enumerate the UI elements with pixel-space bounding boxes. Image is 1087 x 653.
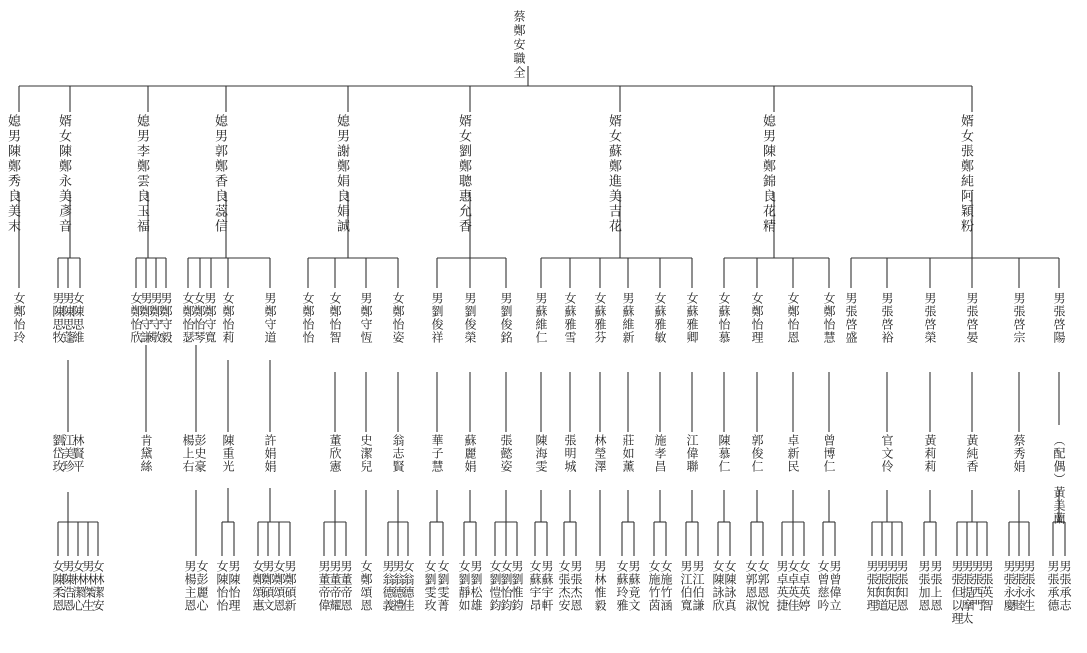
spouse-name: 黃莉莉 bbox=[923, 434, 937, 473]
name-column: 張鄭 bbox=[958, 144, 973, 174]
spouse-name: 肯黛絲 bbox=[139, 434, 153, 473]
name-column: 穎粉 bbox=[958, 204, 973, 234]
spouse-name: 莊如薰 bbox=[621, 434, 635, 473]
gen2-name: 男蘇維新 bbox=[621, 292, 635, 344]
gen3-name: 男楊主恩 bbox=[183, 560, 197, 612]
gen1-couple bbox=[335, 114, 348, 234]
name-column: 婿女 bbox=[958, 114, 973, 144]
gen3-name: 女曾慈吟 bbox=[816, 560, 830, 612]
name-column: 蕊信 bbox=[212, 204, 227, 234]
name-column: 婿女 bbox=[56, 114, 71, 144]
gen2-name: 女蘇雅敏 bbox=[653, 292, 667, 344]
gen3-name: 男鄭碩文 bbox=[261, 560, 275, 612]
gen2-name: 女鄭怡理 bbox=[750, 292, 764, 344]
gen3-name: 男張但以理 bbox=[950, 560, 964, 625]
spouse-name: 蔡秀娟 bbox=[1012, 434, 1026, 473]
gen3-name: 女張杰安 bbox=[557, 560, 571, 612]
name-column: 陳鄭 bbox=[56, 144, 71, 174]
spouse-name: （配偶）黃美蘭 bbox=[1052, 434, 1066, 525]
name-column: 香良 bbox=[212, 174, 227, 204]
spouse-name: 施孝昌 bbox=[653, 434, 667, 473]
gen3-name: 男陳怡理 bbox=[227, 560, 241, 612]
name-column: 蔡鄭 bbox=[512, 10, 526, 38]
gen2-name: 男張啓陽 bbox=[1052, 292, 1066, 344]
gen3-name: 女鄭頌恩 bbox=[359, 560, 373, 612]
name-column: 花精 bbox=[760, 204, 775, 234]
spouse-name: 史潔兒 bbox=[359, 434, 373, 473]
name-column: 媳男 bbox=[134, 114, 149, 144]
gen3-name: 男張加恩 bbox=[917, 560, 931, 612]
spouse-name: 翁志賢 bbox=[391, 434, 405, 473]
name-column: 安 bbox=[512, 38, 526, 52]
gen3-name: 女郭恩悅 bbox=[756, 560, 770, 612]
gen2-name: 女鄭怡怡 bbox=[301, 292, 315, 344]
gen3-name: 女鄭頌惠 bbox=[251, 560, 265, 612]
gen2-name: 男劉俊祥 bbox=[430, 292, 444, 344]
gen3-name: 女林潔心 bbox=[71, 560, 85, 612]
gen2-name: 男張啓盛 bbox=[844, 292, 858, 344]
gen3-name: 男蘇竟文 bbox=[627, 560, 641, 612]
name-column: 婿女 bbox=[606, 114, 621, 144]
gen3-name: 男劉惟鈞 bbox=[510, 560, 524, 612]
gen3-name: 女劉靜如 bbox=[457, 560, 471, 612]
spouse-name: 陳海雯 bbox=[534, 434, 548, 473]
gen3-name: 男林傑生 bbox=[81, 560, 95, 612]
name-column: 允香 bbox=[456, 204, 471, 234]
gen3-name: 男張知足 bbox=[885, 560, 899, 612]
gen3-name: 男翁德義 bbox=[381, 560, 395, 612]
name-column: 秀良 bbox=[5, 174, 20, 204]
gen3-name: 男張上恩 bbox=[929, 560, 943, 612]
gen1-couple bbox=[213, 114, 226, 234]
name-column: 職全 bbox=[512, 52, 526, 80]
spouse-name: 郭俊仁 bbox=[750, 434, 764, 473]
gen3-name: 女劉愷鈞 bbox=[488, 560, 502, 612]
name-column: 錦良 bbox=[760, 174, 775, 204]
spouse-name: 江美珍 bbox=[61, 434, 75, 473]
gen3-name: 女鄭頌恩 bbox=[272, 560, 286, 612]
gen2-name: 女鄭怡玲 bbox=[12, 292, 26, 344]
gen2-name: 女蘇怡慕 bbox=[717, 292, 731, 344]
name-column: 劉鄭 bbox=[456, 144, 471, 174]
name-column: 雲良 bbox=[134, 174, 149, 204]
gen2-name: 男鄭守恆 bbox=[359, 292, 373, 344]
gen2-name: 女蘇雅芬 bbox=[593, 292, 607, 344]
gen2-name: 女蘇雅卿 bbox=[685, 292, 699, 344]
gen3-name: 女陳詠真 bbox=[723, 560, 737, 612]
name-column: 媳男 bbox=[212, 114, 227, 144]
gen2-name: 男蘇維仁 bbox=[534, 292, 548, 344]
gen3-name: 男江伯寬 bbox=[679, 560, 693, 612]
gen3-name: 男張承德 bbox=[1046, 560, 1060, 612]
name-column: 李鄭 bbox=[134, 144, 149, 174]
gen3-name: 男張杰恩 bbox=[569, 560, 583, 612]
gen2-name: 男鄭守寬 bbox=[203, 292, 217, 344]
spouse-name: 楊上右 bbox=[181, 434, 195, 473]
gen3-name: 男張西門 bbox=[970, 560, 984, 612]
gen3-name: 男卓英捷 bbox=[775, 560, 789, 612]
gen3-name: 男張永慶 bbox=[1002, 560, 1016, 612]
gen2-name: 女鄭怡琴 bbox=[192, 292, 206, 344]
spouse-name: 江偉聯 bbox=[685, 434, 699, 473]
gen3-name: 男劉松雄 bbox=[469, 560, 483, 612]
gen3-name: 男林惟毅 bbox=[593, 560, 607, 612]
spouse-name: 林瑩澤 bbox=[593, 434, 607, 473]
gen1-couple bbox=[6, 114, 19, 234]
spouse-name: 彭史豪 bbox=[193, 434, 207, 473]
gen3-name: 男董帝耀 bbox=[328, 560, 342, 612]
gen2-name: 男鄭守謙 bbox=[139, 292, 153, 344]
gen3-name: 男董帝偉 bbox=[317, 560, 331, 612]
spouse-name: 黃純香 bbox=[965, 434, 979, 473]
gen2-name: 女鄭怡慧 bbox=[822, 292, 836, 344]
gen3-name: 男張知理 bbox=[865, 560, 879, 612]
gen1-couple bbox=[457, 114, 470, 234]
gen3-name: 男鄭碩新 bbox=[283, 560, 297, 612]
spouse-name: 官文伶 bbox=[880, 434, 894, 473]
gen3-name: 男張英智 bbox=[980, 560, 994, 612]
gen2-name: 男劉俊銘 bbox=[499, 292, 513, 344]
gen3-name: 女陳怡怡 bbox=[215, 560, 229, 612]
gen2-name: 男張啓宗 bbox=[1012, 292, 1026, 344]
gen2-name: 男張啓裕 bbox=[880, 292, 894, 344]
gen3-name: 男蘇宇軒 bbox=[540, 560, 554, 612]
name-column: 婿女 bbox=[456, 114, 471, 144]
gen3-name: 女施竹茵 bbox=[647, 560, 661, 612]
name-column: 娟誠 bbox=[334, 204, 349, 234]
gen1-couple bbox=[959, 114, 972, 234]
name-column: 娟良 bbox=[334, 174, 349, 204]
spouse-name: 陳重光 bbox=[221, 434, 235, 473]
name-column: 媳男 bbox=[334, 114, 349, 144]
gen3-name: 女蘇玲雅 bbox=[615, 560, 629, 612]
gen1-couple bbox=[761, 114, 774, 234]
name-column: 陳鄭 bbox=[760, 144, 775, 174]
spouse-name: 許娟娟 bbox=[263, 434, 277, 473]
gen3-name: 女林潔安 bbox=[91, 560, 105, 612]
name-column: 進美 bbox=[606, 174, 621, 204]
gen2-name: 女鄭怡瑟 bbox=[181, 292, 195, 344]
spouse-name: 卓新民 bbox=[786, 434, 800, 473]
gen2-name: 女鄭怡智 bbox=[328, 292, 342, 344]
gen2-name: 男陳思牧 bbox=[51, 292, 65, 344]
name-column: 永美 bbox=[56, 174, 71, 204]
spouse-name: 董欣憲 bbox=[328, 434, 342, 473]
gen3-name: 女劉雯菁 bbox=[436, 560, 450, 612]
name-column: 純阿 bbox=[958, 174, 973, 204]
gen3-name: 女卓英婷 bbox=[797, 560, 811, 612]
gen3-name: 男張永睦 bbox=[1012, 560, 1026, 612]
name-column: 媳男 bbox=[5, 114, 20, 144]
gen3-name: 女卓英佳 bbox=[786, 560, 800, 612]
gen3-name: 女翁德佳 bbox=[401, 560, 415, 612]
gen3-name: 男張永生 bbox=[1022, 560, 1036, 612]
name-column: 郭鄭 bbox=[212, 144, 227, 174]
gen3-name: 男陳浩恩 bbox=[61, 560, 75, 612]
gen2-name: 男張啓晏 bbox=[965, 292, 979, 344]
gen1-couple bbox=[57, 114, 70, 234]
spouse-name: 蘇麗娟 bbox=[463, 434, 477, 473]
gen3-name: 女陳詠欣 bbox=[711, 560, 725, 612]
gen2-name: 男陳思蓬 bbox=[61, 292, 75, 344]
spouse-name: 華子慧 bbox=[430, 434, 444, 473]
name-column: 玉福 bbox=[134, 204, 149, 234]
gen3-name: 男張知恩 bbox=[895, 560, 909, 612]
name-column: 陳鄭 bbox=[5, 144, 20, 174]
gen2-name: 女陳思維 bbox=[71, 292, 85, 344]
gen3-name: 男張提摩太 bbox=[960, 560, 974, 625]
gen2-name: 男鄭守敬 bbox=[149, 292, 163, 344]
gen2-name: 男鄭守道 bbox=[263, 292, 277, 344]
gen2-name: 女鄭怡恩 bbox=[786, 292, 800, 344]
name-column: 美末 bbox=[5, 204, 20, 234]
spouse-name: 林賢平 bbox=[71, 434, 85, 473]
name-column: 蘇鄭 bbox=[606, 144, 621, 174]
gen2-name: 女蘇雅雪 bbox=[563, 292, 577, 344]
gen3-name: 女施竹涵 bbox=[659, 560, 673, 612]
gen3-name: 男張承志 bbox=[1058, 560, 1072, 612]
gen2-name: 男張啓榮 bbox=[923, 292, 937, 344]
gen3-name: 男董帝恩 bbox=[339, 560, 353, 612]
spouse-name: 曾博仁 bbox=[822, 434, 836, 473]
root-ancestor-name bbox=[512, 10, 525, 80]
spouse-name: 張懿姿 bbox=[499, 434, 513, 473]
gen2-name: 男鄭守毅 bbox=[159, 292, 173, 344]
gen3-name: 女郭恩淑 bbox=[744, 560, 758, 612]
gen2-name: 男劉俊榮 bbox=[463, 292, 477, 344]
name-column: 彥音 bbox=[56, 204, 71, 234]
gen3-name: 男曾偉立 bbox=[828, 560, 842, 612]
name-column: 謝鄭 bbox=[334, 144, 349, 174]
gen3-name: 女蘇宇昂 bbox=[528, 560, 542, 612]
gen3-name: 男翁德禮 bbox=[391, 560, 405, 612]
gen3-name: 男江伯謙 bbox=[691, 560, 705, 612]
name-column: 媳男 bbox=[760, 114, 775, 144]
gen1-couple bbox=[607, 114, 620, 234]
gen3-name: 女陳柔恩 bbox=[51, 560, 65, 612]
gen1-couple bbox=[135, 114, 148, 234]
name-column: 吉花 bbox=[606, 204, 621, 234]
spouse-name: 陳慕仁 bbox=[717, 434, 731, 473]
gen3-name: 女劉雯玫 bbox=[423, 560, 437, 612]
gen3-name: 女彭麗心 bbox=[195, 560, 209, 612]
spouse-name: 張明城 bbox=[563, 434, 577, 473]
gen2-name: 女鄭怡姿 bbox=[391, 292, 405, 344]
gen3-name: 男張知道 bbox=[875, 560, 889, 612]
name-column: 聰惠 bbox=[456, 174, 471, 204]
spouse-name: 劉岱玫 bbox=[51, 434, 65, 473]
gen3-name: 女劉怡鈞 bbox=[499, 560, 513, 612]
gen2-name: 女鄭怡欣 bbox=[129, 292, 143, 344]
gen2-name: 女鄭怡莉 bbox=[221, 292, 235, 344]
